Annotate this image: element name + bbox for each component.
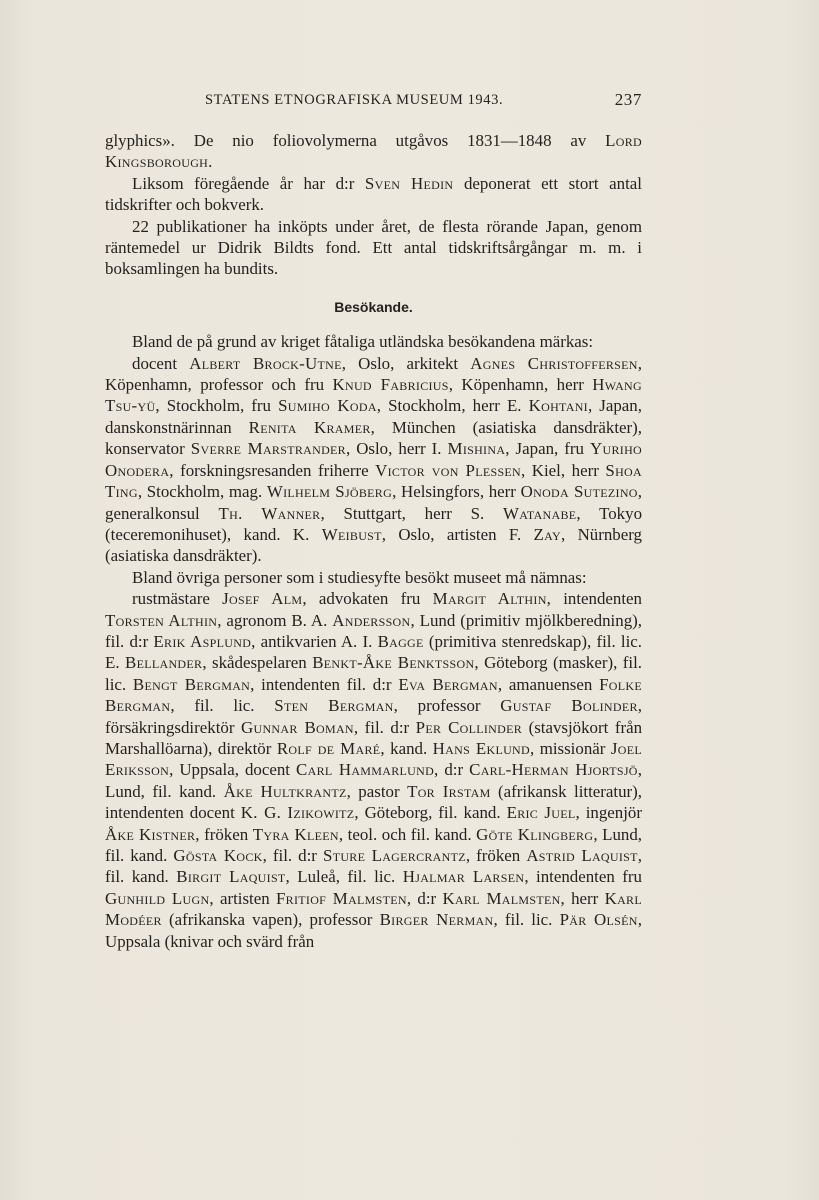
- person-name: Sumiho Koda: [278, 396, 377, 416]
- text-run: , fröken: [465, 846, 527, 865]
- person-name: Karl Malmsten: [442, 888, 561, 908]
- person-name: Torsten Althin: [105, 610, 218, 630]
- text-run: , artisten: [209, 888, 276, 908]
- person-name: Karl Modéer: [105, 888, 642, 930]
- person-name: Bagge: [377, 631, 424, 651]
- foreign-visitors-paragraph: [105, 353, 642, 567]
- person-name: Sven Hedin: [364, 173, 454, 193]
- person-name: Hjalmar Larsen: [402, 867, 525, 887]
- text-run: , intendenten: [546, 589, 642, 609]
- text-run: , Oslo, arkitekt: [341, 353, 471, 373]
- person-name: Josef Alm: [222, 589, 303, 609]
- text-run: , forskningsresanden friherre: [169, 460, 376, 480]
- person-name: Margit Althin: [432, 589, 547, 609]
- text-run: glyphics». De nio foliovolymerna utgåvos 1831—1848 av: [105, 131, 606, 150]
- person-name: Hwang Tsu-yü: [105, 375, 642, 416]
- text-run: , Kiel, herr: [521, 460, 606, 480]
- person-name: Sverre Marstrander: [190, 439, 346, 459]
- person-name: Carl-Herman Hjortsjö: [469, 760, 638, 780]
- text-run: , Japan, fru: [505, 439, 590, 459]
- person-name: Joel Eriksson: [105, 738, 642, 780]
- person-name: Gunhild Lugn: [105, 888, 210, 908]
- text-run: , amanuensen: [497, 674, 600, 694]
- person-name: Agnes Christoffersen: [470, 353, 638, 373]
- person-name: K. G. Izikowitz: [240, 803, 355, 823]
- paragraph: 22 publikationer ha inköpts under året, de flesta rörande Japan, genom räntemedel ur Didrik Bildts fond. Ett antal tidskriftsårgångar m. m. i boksamlingen ha bundits.: [105, 216, 642, 279]
- person-name: Tor Irstam: [407, 781, 491, 801]
- text-run: , Stockholm, mag.: [137, 482, 267, 502]
- text-run: Liksom föregående år har d:r: [132, 173, 365, 193]
- person-name: Bengt Bergman: [132, 674, 251, 694]
- text-run: , antikvarien A. I.: [251, 631, 378, 651]
- text-run: (afrikanska vapen), professor: [161, 910, 380, 930]
- person-name: Zay: [533, 524, 561, 544]
- person-name: Yuriho Onodera: [105, 439, 642, 480]
- paragraph: Bland de på grund av kriget fåtaliga utländska besökandena märkas:: [132, 332, 594, 352]
- person-name: Victor von Plessen: [375, 460, 522, 480]
- text-run: , Köpenhamn, herr: [448, 375, 593, 395]
- text-run: , Lund (primitiv mjölkberedning), fil. d:r: [105, 610, 642, 651]
- text-run: , Göteborg, fil. kand.: [354, 803, 507, 823]
- person-name: Astrid Laquist: [526, 846, 638, 865]
- other-visitors-paragraph: [105, 588, 642, 952]
- person-name: Rolf de Maré: [276, 738, 381, 758]
- person-name: Eric Juel: [506, 803, 576, 823]
- text-run: , intendenten fru: [524, 867, 643, 887]
- text-run: (afrikansk litteratur), intendenten docent: [105, 781, 643, 823]
- person-name: Gösta Kock: [173, 846, 263, 865]
- text-run: , fil. lic.: [170, 696, 275, 716]
- person-name: Lord Kingsborough: [105, 131, 642, 172]
- text-run: , intendenten fil. d:r: [250, 674, 399, 694]
- person-name: Eva Bergman: [398, 674, 498, 694]
- text-run: , Oslo, herr I.: [345, 439, 448, 459]
- person-name: Renita Kramer: [248, 417, 371, 437]
- text-run: , teol. och fil. kand.: [338, 824, 477, 844]
- person-name: Tyra Kleen: [252, 824, 339, 844]
- text-run: , Stuttgart, herr S.: [320, 503, 504, 523]
- text-run: , München (asiatiska dansdräkter), konservator: [105, 417, 642, 459]
- person-name: Fritiof Malmsten: [275, 888, 407, 908]
- person-name: Albert Brock-Utne: [189, 353, 342, 373]
- page-number: 237: [614, 90, 642, 109]
- text-run: , Oslo, artisten F.: [381, 524, 534, 544]
- person-name: Andersson: [332, 610, 411, 630]
- text-run: , skådespelaren: [202, 653, 313, 673]
- person-name: Knud Fabricius: [332, 375, 449, 395]
- person-name: Sten Bergman: [274, 696, 394, 716]
- person-name: Folke Bergman: [105, 674, 642, 716]
- text-run: (stavsjökort från Marshallöarna), direktör: [105, 717, 643, 758]
- text-run: (primitiva stenredskap), fil. lic. E.: [105, 631, 642, 673]
- person-name: Bellander: [125, 653, 203, 673]
- text-run: rustmästare: [132, 589, 223, 609]
- person-name: Åke Kistner: [105, 824, 196, 844]
- person-name: Carl Hammarlund: [296, 760, 435, 780]
- paragraph: [105, 173, 642, 216]
- person-name: Th. Wanner: [218, 503, 321, 523]
- text-run: , Tokyo (teceremonihuset), kand. K.: [105, 503, 643, 544]
- text-run: , Köpenhamn, professor och fru: [105, 353, 642, 395]
- text-run: , fil. d:r: [262, 846, 323, 865]
- person-name: Sture Lagercrantz: [323, 846, 466, 865]
- person-name: Weibust: [321, 524, 382, 544]
- text-run: , agronom B. A.: [217, 610, 333, 630]
- text-run: , Nürnberg (asiatiska dansdräkter).: [105, 524, 643, 566]
- text-run: , d:r: [434, 760, 470, 780]
- text-run: , d:r: [406, 888, 443, 908]
- person-name: Birger Nerman: [379, 910, 494, 930]
- text-run: deponerat ett stort antal tidskrifter och bokverk.: [105, 173, 642, 215]
- text-run: , försäkringsdirektör: [105, 696, 642, 737]
- person-name: Benkt-Åke Benktsson: [312, 653, 475, 673]
- text-run: docent: [132, 353, 190, 373]
- text-run: , generalkonsul: [105, 482, 642, 523]
- text-run: , kand.: [380, 738, 433, 758]
- text-run: , fröken: [195, 824, 253, 844]
- text-run: , Lund, fil. kand.: [105, 760, 642, 801]
- text-run: , advokaten fru: [302, 589, 433, 609]
- text-run: , Helsingfors, herr: [392, 482, 521, 502]
- person-name: Åke Hultkrantz: [223, 781, 347, 801]
- text-run: , Japan, danskonstnärinnan: [105, 396, 642, 437]
- paragraph: Bland övriga personer som i studiesyfte besökt museet må nämnas:: [132, 567, 587, 587]
- text-run: , Stockholm, herr E.: [376, 396, 529, 416]
- person-name: Göte Klingberg: [476, 824, 594, 844]
- text-run: , Lund, fil. kand.: [105, 824, 643, 865]
- text-run: , Göteborg (masker), fil. lic.: [105, 653, 643, 694]
- person-name: Wilhelm Sjöberg: [266, 482, 393, 502]
- person-name: Shoa Ting: [105, 460, 642, 502]
- section-heading: Besökande.: [334, 298, 413, 315]
- paragraph: [105, 130, 642, 173]
- text-run: , fil. kand.: [105, 846, 642, 887]
- person-name: Gustaf Bolinder: [500, 696, 638, 716]
- text-run: , Uppsala, docent: [169, 760, 297, 780]
- person-name: Pär Olsén: [559, 910, 638, 930]
- text-run: , fil. lic.: [493, 910, 560, 930]
- text-run: , Uppsala (knivar och svärd från: [105, 910, 642, 951]
- text-run: , ingenjör: [575, 803, 642, 823]
- text-run: , herr: [560, 888, 605, 908]
- person-name: Kohtani: [528, 396, 588, 416]
- text-run: , professor: [393, 696, 501, 716]
- person-name: Hans Eklund: [432, 738, 530, 758]
- running-head-title: STATENS ETNOGRAFISKA MUSEUM 1943.: [205, 92, 504, 108]
- body-text: [105, 130, 642, 952]
- person-name: Per Collinder: [415, 717, 523, 737]
- person-name: Birgit Laquist: [176, 867, 286, 887]
- person-name: Mishina: [447, 439, 506, 459]
- person-name: Erik Asplund: [153, 631, 252, 651]
- text-run: , pastor: [346, 781, 408, 801]
- person-name: Onoda Sutezino: [520, 482, 638, 502]
- text-run: , Luleå, fil. lic.: [285, 867, 403, 887]
- person-name: Watanabe: [503, 503, 577, 523]
- text-run: , missionär: [529, 738, 611, 758]
- text-run: .: [208, 152, 213, 172]
- text-run: , Stockholm, fru: [155, 396, 279, 416]
- person-name: Gunnar Boman: [240, 717, 354, 737]
- text-run: , fil. d:r: [353, 717, 416, 737]
